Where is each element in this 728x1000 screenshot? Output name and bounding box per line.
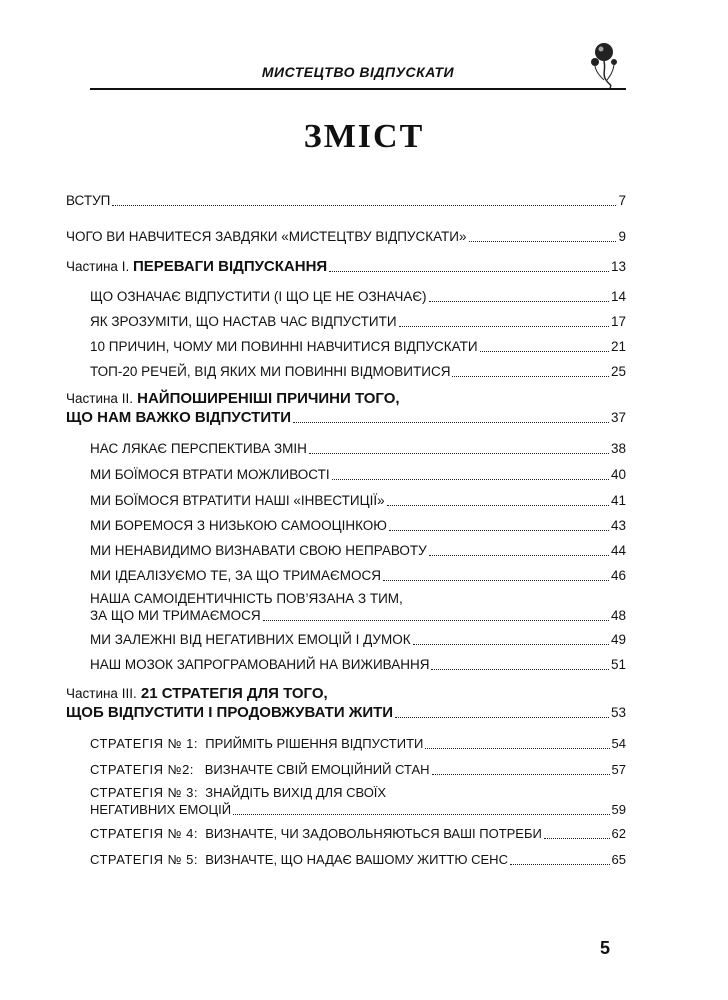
- entry-text: ТОП-20 РЕЧЕЙ, ВІД ЯКИХ МИ ПОВИННІ ВІДМОВИТИСЯ: [90, 364, 451, 379]
- toc-entry[interactable]: [90, 467, 626, 483]
- dot-leader: [469, 241, 617, 242]
- toc-entry-what-you-learn[interactable]: [66, 229, 626, 245]
- entry-text: НАС ЛЯКАЄ ПЕРСПЕКТИВА ЗМІН: [90, 441, 307, 456]
- toc-entry[interactable]: [90, 657, 626, 673]
- part-title-line2: ЩОБ ВІДПУСТИТИ І ПРОДОВЖУВАТИ ЖИТИ: [66, 704, 394, 721]
- entry-text: ВСТУП: [66, 193, 111, 208]
- toc-part-3-first-line: [66, 685, 328, 703]
- dot-leader: [293, 422, 609, 423]
- header-rule: [90, 88, 626, 90]
- entry-page: 62: [611, 826, 626, 841]
- strategy-text-line2: НЕГАТИВНИХ ЕМОЦІЙ: [90, 802, 232, 817]
- toc-strategy[interactable]: [90, 736, 626, 752]
- entry-text: МИ БОЇМОСЯ ВТРАТИ МОЖЛИВОСТІ: [90, 467, 330, 482]
- dot-leader: [395, 717, 609, 718]
- toc-entry[interactable]: [90, 518, 626, 534]
- strategy-label: СТРАТЕГІЯ № 4:: [90, 826, 199, 841]
- entry-text: НАШ МОЗОК ЗАПРОГРАМОВАНИЙ НА ВИЖИВАННЯ: [90, 657, 430, 672]
- entry-page: 53: [610, 705, 626, 720]
- toc-entry[interactable]: [90, 314, 626, 330]
- strategy-text-line1: ЗНАЙДІТЬ ВИХІД ДЛЯ СВОЇХ: [205, 785, 387, 800]
- dot-leader: [432, 774, 610, 775]
- entry-page: 14: [610, 289, 626, 304]
- part-label: Частина ІІІ.: [66, 686, 137, 701]
- entry-page: 41: [610, 493, 626, 508]
- entry-page: 59: [611, 802, 626, 817]
- toc-entry[interactable]: [90, 568, 626, 584]
- entry-page: 48: [610, 608, 626, 623]
- toc-entry-first-line: НАША САМОІДЕНТИЧНІСТЬ ПОВ’ЯЗАНА З ТИМ,: [90, 591, 403, 606]
- dot-leader: [309, 453, 609, 454]
- running-header: [90, 64, 626, 82]
- part-label: Частина І.: [66, 259, 130, 274]
- entry-page: 51: [610, 657, 626, 672]
- dot-leader: [332, 479, 609, 480]
- entry-page: 40: [610, 467, 626, 482]
- page-number: 5: [600, 938, 611, 958]
- dot-leader: [389, 530, 609, 531]
- strategy-text: ПРИЙМІТЬ РІШЕННЯ ВІДПУСТИТИ: [205, 736, 424, 751]
- toc-title: ЗМІСТ: [303, 118, 425, 155]
- dot-leader: [510, 864, 610, 865]
- entry-page: 46: [610, 568, 626, 583]
- part-label: Частина ІІ.: [66, 391, 133, 406]
- toc-entry-intro[interactable]: [66, 193, 626, 209]
- entry-page: 43: [610, 518, 626, 533]
- entry-page: 44: [610, 543, 626, 558]
- dot-leader: [413, 644, 609, 645]
- part-title-line1: НАЙПОШИРЕНІШІ ПРИЧИНИ ТОГО,: [137, 390, 400, 407]
- toc-strategy-first-line: [90, 785, 386, 801]
- entry-page: 57: [611, 762, 626, 777]
- part-title: ПЕРЕВАГИ ВІДПУСКАННЯ: [132, 258, 328, 275]
- dot-leader: [425, 748, 609, 749]
- dot-leader: [452, 376, 609, 377]
- entry-text: ЗА ЩО МИ ТРИМАЄМОСЯ: [90, 608, 261, 623]
- strategy-label: СТРАТЕГІЯ № 5:: [90, 852, 199, 867]
- dot-leader: [480, 351, 609, 352]
- entry-page: 21: [610, 339, 626, 354]
- strategy-label: СТРАТЕГІЯ № 3:: [90, 785, 199, 800]
- dot-leader: [429, 301, 609, 302]
- toc-entry[interactable]: [90, 364, 626, 380]
- strategy-label: СТРАТЕГІЯ № 1:: [90, 736, 199, 751]
- entry-page: 7: [618, 193, 626, 208]
- dot-leader: [429, 555, 609, 556]
- part-title-line2: ЩО НАМ ВАЖКО ВІДПУСТИТИ: [66, 409, 292, 426]
- toc-part-2[interactable]: [66, 410, 626, 426]
- part-title-line1: 21 СТРАТЕГІЯ ДЛЯ ТОГО,: [140, 685, 328, 702]
- strategy-text: ВИЗНАЧТЕ, ЧИ ЗАДОВОЛЬНЯЮТЬСЯ ВАШІ ПОТРЕБИ: [205, 826, 542, 841]
- strategy-text: ВИЗНАЧТЕ СВІЙ ЕМОЦІЙНИЙ СТАН: [204, 762, 430, 777]
- toc-entry[interactable]: [90, 339, 626, 355]
- toc-entry[interactable]: [90, 632, 626, 648]
- entry-text: ЧОГО ВИ НАВЧИТЕСЯ ЗАВДЯКИ «МИСТЕЦТВУ ВІДПУСКАТИ»: [66, 229, 467, 244]
- entry-text: 10 ПРИЧИН, ЧОМУ МИ ПОВИННІ НАВЧИТИСЯ ВІДПУСКАТИ: [90, 339, 478, 354]
- entry-text: ЩО ОЗНАЧАЄ ВІДПУСТИТИ (І ЩО ЦЕ НЕ ОЗНАЧАЄ): [90, 289, 427, 304]
- toc-entry[interactable]: [90, 543, 626, 559]
- dot-leader: [233, 814, 609, 815]
- entry-page: 13: [610, 259, 626, 274]
- entry-page: 9: [618, 229, 626, 244]
- dot-leader: [544, 838, 610, 839]
- entry-page: 37: [610, 410, 626, 425]
- dot-leader: [263, 620, 609, 621]
- toc-entry[interactable]: [90, 441, 626, 457]
- balloons-logo-icon: [588, 40, 628, 90]
- entry-text: ЯК ЗРОЗУМІТИ, ЩО НАСТАВ ЧАС ВІДПУСТИТИ: [90, 314, 397, 329]
- entry-page: 54: [611, 736, 626, 751]
- toc-part-1[interactable]: [66, 259, 626, 275]
- entry-page: 38: [610, 441, 626, 456]
- strategy-text: ВИЗНАЧТЕ, ЩО НАДАЄ ВАШОМУ ЖИТТЮ СЕНС: [205, 852, 508, 867]
- toc-strategy[interactable]: [90, 802, 626, 818]
- entry-text: МИ ЗАЛЕЖНІ ВІД НЕГАТИВНИХ ЕМОЦІЙ І ДУМОК: [90, 632, 411, 647]
- toc-entry[interactable]: [90, 493, 626, 509]
- running-title: МИСТЕЦТВО ВІДПУСКАТИ: [261, 64, 455, 80]
- dot-leader: [329, 271, 609, 272]
- toc-strategy[interactable]: [90, 762, 626, 778]
- toc-entry[interactable]: [90, 289, 626, 305]
- entry-text: МИ БОРЕМОСЯ З НИЗЬКОЮ САМООЦІНКОЮ: [90, 518, 387, 533]
- entry-page: 65: [611, 852, 626, 867]
- dot-leader: [112, 205, 616, 206]
- toc-strategy[interactable]: [90, 852, 626, 868]
- toc-part-3[interactable]: [66, 705, 626, 721]
- entry-text: МИ НЕНАВИДИМО ВИЗНАВАТИ СВОЮ НЕПРАВОТУ: [90, 543, 427, 558]
- toc-entry[interactable]: [90, 608, 626, 624]
- strategy-label: СТРАТЕГІЯ №2:: [90, 762, 194, 777]
- entry-page: 49: [610, 632, 626, 647]
- entry-page: 17: [610, 314, 626, 329]
- toc-part-2-first-line: [66, 390, 400, 408]
- entry-page: 25: [610, 364, 626, 379]
- dot-leader: [383, 580, 609, 581]
- toc-strategy[interactable]: [90, 826, 626, 842]
- dot-leader: [399, 326, 609, 327]
- entry-text: МИ БОЇМОСЯ ВТРАТИТИ НАШІ «ІНВЕСТИЦІЇ»: [90, 493, 385, 508]
- dot-leader: [431, 669, 608, 670]
- dot-leader: [387, 505, 609, 506]
- entry-text: МИ ІДЕАЛІЗУЄМО ТЕ, ЗА ЩО ТРИМАЄМОСЯ: [90, 568, 382, 583]
